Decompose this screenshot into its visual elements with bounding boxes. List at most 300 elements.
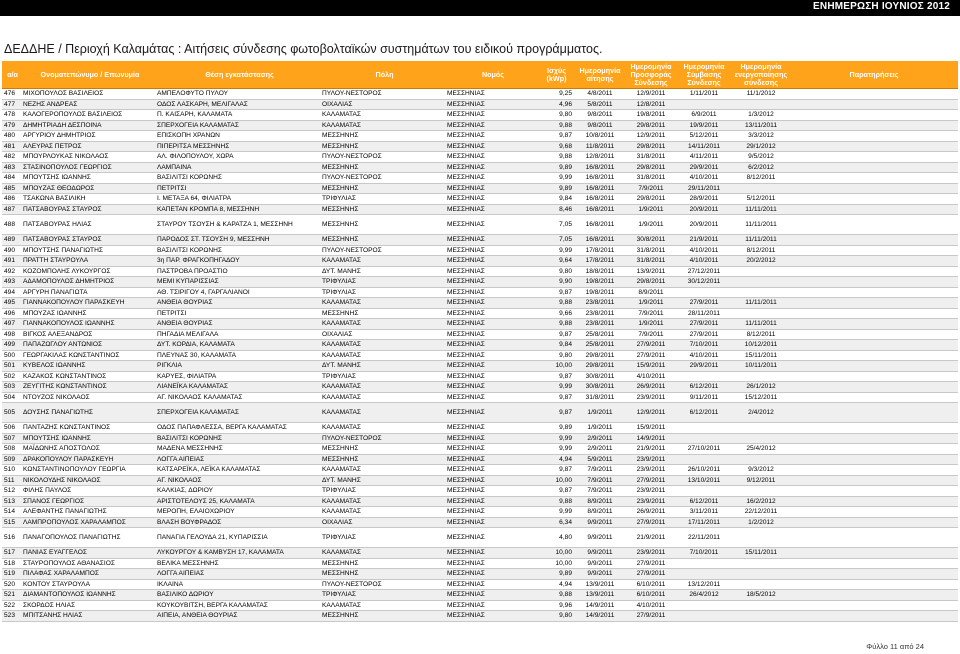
cell-d_activation <box>732 580 790 590</box>
cell-d_activation: 9/12/2011 <box>746 476 776 484</box>
cell-d_activation: 26/1/2012 <box>746 383 776 391</box>
cell-city: ΜΕΣΣΗΝΗΣ <box>322 163 359 171</box>
cell-d_offer: 14/9/2011 <box>636 434 666 442</box>
cell-prefecture: ΜΕΣΣΗΝΙΑΣ <box>447 445 485 453</box>
cell-city: ΚΑΛΑΜΑΤΑΣ <box>322 121 362 129</box>
cell-name: ΣΚΟΡΔΟΣ ΗΛΙΑΣ <box>23 601 76 609</box>
cell-prefecture: ΜΕΣΣΗΝΙΑΣ <box>447 90 485 98</box>
cell-prefecture: ΜΕΣΣΗΝΙΑΣ <box>447 221 485 228</box>
cell-name: ΠΑΝΤΑΖΗΣ ΚΩΝΣΤΑΝΤΙΝΟΣ <box>23 424 111 432</box>
cell-power: 9,89 <box>559 184 572 192</box>
cell-prefecture: ΜΕΣΣΗΝΙΑΣ <box>447 278 485 286</box>
table-row <box>2 256 958 267</box>
cell-location: ΟΔΟΣ ΛΑΣΚΑΡΗ, ΜΕΛΙΓΑΛΑΣ <box>157 100 248 108</box>
cell-power: 9,88 <box>559 497 572 505</box>
cell-name: ΝΤΟΥΖΟΣ ΝΙΚΟΛΑΟΣ <box>23 393 90 401</box>
cell-name: ΚΥΒΕΛΟΣ ΙΩΑΝΝΗΣ <box>23 362 86 370</box>
cell-aa: 508 <box>4 445 16 453</box>
cell-city: ΠΥΛΟΥ-ΝΕΣΤΟΡΟΣ <box>322 174 382 182</box>
cell-name: ΚΟΝΤΟΥ ΣΤΑΥΡΟΥΛΑ <box>23 580 90 588</box>
cell-name: ΜΠΟΥΤΣΗΣ ΠΑΝΑΓΙΩΤΗΣ <box>23 246 103 254</box>
cell-location: ΜΕΡΟΠΗ, ΕΛΑΙΟΧΩΡΙΟΥ <box>157 508 235 516</box>
cell-location: ΠΑΡΟΔΟΣ ΣΤ. ΤΣΟΥΣΗ 9, ΜΕΣΣΗΝΗ <box>157 236 270 244</box>
cell-power: 9,87 <box>559 393 572 401</box>
cell-d_activation: 1/2/2012 <box>748 518 774 526</box>
cell-name: ΜΑΪΔΩΝΗΣ ΑΠΟΣΤΟΛΟΣ <box>23 445 100 453</box>
table-row <box>2 340 958 351</box>
cell-d_offer: 4/10/2011 <box>636 372 666 380</box>
cell-d_offer: 29/8/2011 <box>636 121 666 129</box>
cell-d_offer: 12/9/2011 <box>636 132 666 140</box>
cell-d_offer: 13/9/2011 <box>636 267 666 275</box>
table-row <box>2 372 958 383</box>
cell-d_offer: 12/9/2011 <box>636 409 666 416</box>
cell-power: 10,00 <box>555 559 572 567</box>
cell-name: ΦΙΛΗΣ ΠΑΥΛΟΣ <box>23 487 72 495</box>
cell-location: ΟΔΟΣ ΠΑΠΑΦΛΕΣΣΑ, ΒΕΡΓΑ ΚΑΛΑΜΑΤΑΣ <box>157 424 287 432</box>
cell-notes <box>790 361 956 371</box>
cell-d_app: 9/8/2011 <box>587 111 613 119</box>
cell-d_activation <box>732 601 790 611</box>
cell-location: ΒΑΣΙΛΙΚΟ ΔΩΡΙΟΥ <box>157 591 214 599</box>
cell-city: ΟΙΧΑΛΙΑΣ <box>322 330 353 338</box>
cell-location: ΑΡΙΣΤΟΤΕΛΟΥΣ 25, ΚΑΛΑΜΑΤΑ <box>157 497 255 505</box>
cell-d_activation <box>732 288 790 298</box>
cell-aa: 492 <box>4 267 16 275</box>
cell-d_app: 7/9/2011 <box>587 476 613 484</box>
cell-power: 10,00 <box>555 549 572 557</box>
cell-prefecture: ΜΕΣΣΗΝΙΑΣ <box>447 591 485 599</box>
cell-d_offer: 29/8/2011 <box>636 195 666 203</box>
cell-city: ΚΑΛΑΜΑΤΑΣ <box>322 508 362 516</box>
cell-d_app: 30/8/2011 <box>585 372 615 380</box>
table-row <box>2 267 958 278</box>
cell-city: ΚΑΛΑΜΑΤΑΣ <box>322 497 362 505</box>
cell-d_offer: 31/8/2011 <box>636 246 666 254</box>
cell-name: ΓΙΑΝΝΑΚΟΠΟΥΛΟΣ ΙΩΑΝΝΗΣ <box>23 320 115 328</box>
cell-name: ΠΑΝΑΓΟΠΟΥΛΟΣ ΠΑΝΑΓΙΩΤΗΣ <box>23 534 121 541</box>
cell-d_offer: 23/9/2011 <box>636 549 666 557</box>
cell-location: ΣΠΕΡΧΟΓΕΙΑ ΚΑΛΑΜΑΤΑΣ <box>157 409 239 416</box>
cell-name: ΣΤΑΥΡΟΠΟΥΛΟΣ ΑΘΑΝΑΣΙΟΣ <box>23 559 115 567</box>
cell-power: 9,80 <box>559 111 572 119</box>
cell-power: 9,87 <box>559 409 572 416</box>
col-header-city: Πόλη <box>375 69 394 79</box>
cell-d_contract: 27/9/2011 <box>689 330 719 338</box>
cell-d_contract: 14/11/2011 <box>687 142 721 150</box>
cell-power: 9,88 <box>559 591 572 599</box>
cell-prefecture: ΜΕΣΣΗΝΙΑΣ <box>447 409 485 416</box>
cell-d_offer: 7/9/2011 <box>638 330 664 338</box>
cell-power: 10,00 <box>555 362 572 370</box>
cell-location: ΚΑΤΣΑΡΕΪΚΑ, ΛΕΪΚΑ ΚΑΛΑΜΑΤΑΣ <box>157 466 261 474</box>
cell-power: 9,87 <box>559 487 572 495</box>
cell-location: Ι. ΜΕΤΑΞΑ 64, ΦΙΛΙΑΤΡΑ <box>157 195 232 203</box>
cell-d_offer: 23/9/2011 <box>636 455 666 463</box>
cell-power: 4,94 <box>559 455 572 463</box>
page-title: ΔΕΔΔΗΕ / Περιοχή Καλαμάτας : Αιτήσεις σύνδεσης φωτοβολταϊκών συστημάτων του ειδικού προγράμματος. <box>4 42 603 56</box>
cell-aa: 494 <box>4 288 16 296</box>
cell-name: ΝΕΖΗΣ ΑΝΔΡΕΑΣ <box>23 100 78 108</box>
cell-name: ΑΛΕΥΡΑΣ ΠΕΤΡΟΣ <box>23 142 82 150</box>
cell-d_offer: 31/8/2011 <box>636 257 666 265</box>
col-header-offer-date: Ημερομηνία Προσφοράς Σύνδεσης <box>630 61 672 87</box>
cell-location: ΕΠΙΣΚΟΠΗ ΧΡΑΝΩΝ <box>157 132 220 140</box>
cell-d_offer: 1/9/2011 <box>638 320 664 328</box>
cell-power: 9,66 <box>559 309 572 317</box>
cell-city: ΚΑΛΑΜΑΤΑΣ <box>322 320 362 328</box>
cell-d_contract <box>676 559 732 569</box>
cell-notes <box>790 372 956 382</box>
cell-d_offer: 27/9/2011 <box>636 612 666 620</box>
cell-aa: 517 <box>4 549 16 557</box>
cell-power: 9,80 <box>559 351 572 359</box>
cell-d_offer: 6/10/2011 <box>636 580 666 588</box>
cell-notes <box>790 340 956 350</box>
cell-city: ΔΥΤ. ΜΑΝΗΣ <box>322 362 361 370</box>
cell-name: ΑΡΓΥΡΙΟΥ ΔΗΜΗΤΡΙΟΣ <box>23 132 96 140</box>
cell-notes <box>790 298 956 308</box>
cell-city: ΤΡΙΦΥΛΙΑΣ <box>322 195 356 203</box>
cell-notes <box>790 319 956 329</box>
cell-aa: 491 <box>4 257 16 265</box>
cell-location: ΠΕΤΡΙΤΣΙ <box>157 184 187 192</box>
cell-aa: 503 <box>4 383 16 391</box>
cell-d_app: 29/8/2011 <box>585 362 615 370</box>
cell-notes <box>790 393 956 403</box>
cell-d_app: 9/9/2011 <box>587 518 613 526</box>
cell-d_app: 2/9/2011 <box>587 445 613 453</box>
cell-aa: 476 <box>4 90 16 98</box>
cell-name: ΚΟΖΟΜΠΟΛΗΣ ΛΥΚΟΥΡΓΟΣ <box>23 267 111 275</box>
cell-d_activation: 15/11/2011 <box>744 351 778 359</box>
cell-d_contract: 4/10/2011 <box>689 257 719 265</box>
cell-prefecture: ΜΕΣΣΗΝΙΑΣ <box>447 424 485 432</box>
cell-aa: 513 <box>4 497 16 505</box>
cell-prefecture: ΜΕΣΣΗΝΙΑΣ <box>447 320 485 328</box>
table-row <box>2 298 958 309</box>
cell-notes <box>790 235 956 245</box>
cell-d_app: 1/9/2011 <box>587 424 613 432</box>
cell-power: 9,80 <box>559 267 572 275</box>
cell-prefecture: ΜΕΣΣΗΝΙΑΣ <box>447 601 485 609</box>
cell-d_app: 16/8/2011 <box>585 184 615 192</box>
cell-name: ΜΠΟΥΤΣΗΣ ΙΩΑΝΝΗΣ <box>23 434 91 442</box>
table-row <box>2 121 958 132</box>
cell-prefecture: ΜΕΣΣΗΝΙΑΣ <box>447 121 485 129</box>
cell-city: ΠΥΛΟΥ-ΝΕΣΤΟΡΟΣ <box>322 153 382 161</box>
cell-name: ΚΑΛΟΓΕΡΟΠΟΥΛΟΣ ΒΑΣΙΛΕΙΟΣ <box>23 111 123 119</box>
cell-power: 8,46 <box>559 205 572 213</box>
cell-notes <box>790 455 956 465</box>
cell-prefecture: ΜΕΣΣΗΝΙΑΣ <box>447 362 485 370</box>
cell-d_contract: 4/10/2011 <box>689 351 719 359</box>
cell-name: ΜΠΟΥΡΛΟΥΚΑΣ ΝΙΚΟΛΑΟΣ <box>23 153 109 161</box>
cell-aa: 496 <box>4 309 16 317</box>
cell-aa: 481 <box>4 142 16 150</box>
cell-city: ΜΕΣΣΗΝΗΣ <box>322 570 359 578</box>
cell-location: ΣΤΑΥΡΟΥ ΤΣΟΥΣΗ & ΚΑΡΑΤΖΑ 1, ΜΕΣΣΗΝΗ <box>157 221 293 228</box>
cell-d_app: 23/8/2011 <box>585 309 615 317</box>
cell-d_app: 16/8/2011 <box>585 205 615 213</box>
cell-prefecture: ΜΕΣΣΗΝΙΑΣ <box>447 487 485 495</box>
table-row <box>2 580 958 591</box>
cell-aa: 519 <box>4 570 16 578</box>
cell-notes <box>790 267 956 277</box>
cell-name: ΔΗΜΗΤΡΙΑΔΗ ΔΕΣΠΟΙΝΑ <box>23 121 102 129</box>
table-row <box>2 152 958 163</box>
table-row <box>2 89 958 100</box>
table-row <box>2 100 958 111</box>
col-header-power: Ισχύς (kWp) <box>546 65 567 83</box>
cell-d_app: 8/9/2011 <box>587 497 613 505</box>
cell-aa: 500 <box>4 351 16 359</box>
cell-notes <box>790 110 956 120</box>
cell-location: ΚΑΛΚΙΑΣ, ΔΩΡΙΟΥ <box>157 487 214 495</box>
cell-prefecture: ΜΕΣΣΗΝΙΑΣ <box>447 288 485 296</box>
cell-location: ΠΑΝΑΓΙΑ ΓΕΛΟΥΔΑ 21, ΚΥΠΑΡΙΣΣΙΑ <box>157 534 268 541</box>
cell-d_offer: 23/9/2011 <box>636 466 666 474</box>
cell-prefecture: ΜΕΣΣΗΝΙΑΣ <box>447 205 485 213</box>
cell-aa: 497 <box>4 320 16 328</box>
cell-d_offer: 23/9/2011 <box>636 487 666 495</box>
cell-location: ΚΑΠΕΤΑΝ ΚΡΟΜΠΑ 8, ΜΕΣΣΗΝΗ <box>157 205 260 213</box>
cell-d_activation <box>732 100 790 110</box>
cell-aa: 502 <box>4 372 16 380</box>
cell-prefecture: ΜΕΣΣΗΝΙΑΣ <box>447 383 485 391</box>
cell-notes <box>790 528 956 547</box>
update-date: ΕΝΗΜΕΡΩΣΗ ΙΟΥΝΙΟΣ 2012 <box>813 1 950 12</box>
col-header-prefecture: Νομός <box>481 69 505 79</box>
cell-name: ΜΠΟΥΖΑΣ ΙΩΑΝΝΗΣ <box>23 309 87 317</box>
cell-location: ΛΟΓΓΑ ΑΙΠΕΙΑΣ <box>157 455 205 463</box>
top-banner <box>0 0 960 16</box>
cell-notes <box>790 434 956 444</box>
cell-power: 9,68 <box>559 142 572 150</box>
cell-d_app: 7/9/2011 <box>587 487 613 495</box>
cell-location: ΠΕΤΡΙΤΣΙ <box>157 309 187 317</box>
table-row <box>2 548 958 559</box>
cell-city: ΜΕΣΣΗΝΗΣ <box>322 455 359 463</box>
cell-d_activation <box>732 528 790 547</box>
cell-d_offer: 26/9/2011 <box>636 383 666 391</box>
cell-d_app: 19/8/2011 <box>585 288 615 296</box>
cell-prefecture: ΜΕΣΣΗΝΙΑΣ <box>447 142 485 150</box>
cell-d_offer: 23/9/2011 <box>636 497 666 505</box>
table-row <box>2 110 958 121</box>
cell-location: ΒΑΣΙΛΙΤΣΙ ΚΟΡΩΝΗΣ <box>157 246 222 254</box>
cell-d_app: 17/8/2011 <box>585 246 615 254</box>
cell-prefecture: ΜΕΣΣΗΝΙΑΣ <box>447 518 485 526</box>
cell-notes <box>790 121 956 131</box>
cell-power: 9,96 <box>559 601 572 609</box>
cell-d_app: 10/8/2011 <box>585 132 615 140</box>
cell-notes <box>790 444 956 454</box>
cell-d_contract: 30/12/2011 <box>687 278 721 286</box>
cell-d_contract: 29/11/2011 <box>687 184 721 192</box>
cell-prefecture: ΜΕΣΣΗΝΙΑΣ <box>447 163 485 171</box>
cell-prefecture: ΜΕΣΣΗΝΙΑΣ <box>447 174 485 182</box>
cell-prefecture: ΜΕΣΣΗΝΙΑΣ <box>447 257 485 265</box>
cell-name: ΠΑΤΣΑΒΟΥΡΑΣ ΣΤΑΥΡΟΣ <box>23 236 102 244</box>
cell-d_activation <box>732 559 790 569</box>
cell-d_contract: 29/9/2011 <box>689 163 719 171</box>
cell-d_offer: 1/9/2011 <box>638 299 664 307</box>
cell-prefecture: ΜΕΣΣΗΝΙΑΣ <box>447 267 485 275</box>
cell-city: ΠΥΛΟΥ-ΝΕΣΤΟΡΟΣ <box>322 434 382 442</box>
cell-city: ΤΡΙΦΥΛΙΑΣ <box>322 278 356 286</box>
cell-location: ΒΑΣΙΛΙΤΣΙ ΚΟΡΩΝΗΣ <box>157 434 222 442</box>
cell-notes <box>790 601 956 611</box>
cell-power: 9,87 <box>559 330 572 338</box>
cell-d_activation: 10/11/2011 <box>744 362 778 370</box>
cell-aa: 489 <box>4 236 16 244</box>
cell-d_contract: 19/9/2011 <box>689 121 719 129</box>
cell-d_app: 12/8/2011 <box>585 153 615 161</box>
cell-prefecture: ΜΕΣΣΗΝΙΑΣ <box>447 549 485 557</box>
cell-prefecture: ΜΕΣΣΗΝΙΑΣ <box>447 246 485 254</box>
cell-city: ΠΥΛΟΥ-ΝΕΣΤΟΡΟΣ <box>322 246 382 254</box>
cell-power: 9,99 <box>559 383 572 391</box>
cell-location: ΜΕΜΙ ΚΥΠΑΡΙΣΣΙΑΣ <box>157 278 219 286</box>
cell-d_app: 7/9/2011 <box>587 466 613 474</box>
cell-name: ΓΙΑΝΝΑΚΟΠΟΥΛΟΥ ΠΑΡΑΣΚΕΥΗ <box>23 299 125 307</box>
cell-city: ΚΑΛΑΜΑΤΑΣ <box>322 601 362 609</box>
cell-aa: 488 <box>4 221 16 228</box>
cell-notes <box>790 518 956 528</box>
cell-d_contract: 5/12/2011 <box>689 132 719 140</box>
cell-d_offer: 27/9/2011 <box>636 518 666 526</box>
cell-location: ΛΑΜΠΑΙΝΑ <box>157 163 192 171</box>
cell-city: ΜΕΣΣΗΝΗΣ <box>322 142 359 150</box>
cell-notes <box>790 131 956 141</box>
cell-d_offer: 29/8/2011 <box>636 142 666 150</box>
cell-location: ΒΛΑΣΗ ΒΟΥΦΡΑΔΟΣ <box>157 518 222 526</box>
cell-d_contract: 1/11/2011 <box>689 90 719 98</box>
table-row <box>2 601 958 612</box>
cell-prefecture: ΜΕΣΣΗΝΙΑΣ <box>447 351 485 359</box>
cell-location: ΠΙΠΕΡΙΤΣΑ ΜΕΣΣΗΝΗΣ <box>157 142 230 150</box>
cell-d_app: 4/8/2011 <box>587 90 613 98</box>
cell-d_app: 9/9/2011 <box>587 549 613 557</box>
cell-d_app: 9/8/2011 <box>587 121 613 129</box>
cell-d_offer: 15/9/2011 <box>636 424 666 432</box>
cell-d_activation: 8/12/2011 <box>746 246 776 254</box>
cell-d_contract: 6/12/2011 <box>689 409 719 416</box>
cell-d_contract: 27/9/2011 <box>689 299 719 307</box>
cell-aa: 483 <box>4 163 16 171</box>
cell-d_offer: 6/10/2011 <box>636 591 666 599</box>
cell-d_activation: 25/4/2012 <box>746 445 776 453</box>
cell-d_activation: 9/5/2012 <box>748 153 774 161</box>
cell-location: ΚΟΥΚΟΥΒΙΤΣΗ, ΒΕΡΓΑ ΚΑΛΑΜΑΤΑΣ <box>157 601 268 609</box>
cell-notes <box>790 152 956 162</box>
cell-d_activation: 2/4/2012 <box>748 409 774 416</box>
cell-aa: 511 <box>4 476 15 484</box>
cell-d_activation: 11/1/2012 <box>746 90 776 98</box>
cell-aa: 512 <box>4 487 16 495</box>
cell-d_offer: 30/8/2011 <box>636 236 666 244</box>
cell-d_contract <box>676 288 732 298</box>
cell-d_contract: 28/9/2011 <box>689 195 719 203</box>
cell-location: ΑΘ. ΤΣΙΡΙΓΟΥ 4, ΓΑΡΓΑΛΙΑΝΟΙ <box>157 288 250 296</box>
cell-power: 9,84 <box>559 195 572 203</box>
cell-d_activation: 20/2/2012 <box>746 257 776 265</box>
table-row <box>2 476 958 487</box>
table-row <box>2 393 958 404</box>
cell-power: 9,87 <box>559 288 572 296</box>
cell-location: ΑΓ. ΝΙΚΟΛΑΟΣ ΚΑΛΑΜΑΤΑΣ <box>157 393 243 401</box>
cell-d_offer: 31/8/2011 <box>636 174 666 182</box>
cell-city: ΔΥΤ. ΜΑΝΗΣ <box>322 267 361 275</box>
cell-d_contract: 6/12/2011 <box>689 497 719 505</box>
table-row <box>2 590 958 601</box>
cell-prefecture: ΜΕΣΣΗΝΙΑΣ <box>447 153 485 161</box>
cell-prefecture: ΜΕΣΣΗΝΙΑΣ <box>447 330 485 338</box>
cell-city: ΜΕΣΣΗΝΗΣ <box>322 445 359 453</box>
cell-d_activation <box>732 267 790 277</box>
cell-name: ΔΙΑΜΑΝΤΟΠΟΥΛΟΣ ΙΩΑΝΝΗΣ <box>23 591 116 599</box>
cell-aa: 509 <box>4 455 16 463</box>
cell-location: ΠΑΣΤΡΟΒΑ ΠΡΟΑΣΤΙΟ <box>157 267 228 275</box>
cell-city: ΚΑΛΑΜΑΤΑΣ <box>322 111 362 119</box>
table-row <box>2 319 958 330</box>
cell-d_activation <box>732 434 790 444</box>
cell-prefecture: ΜΕΣΣΗΝΙΑΣ <box>447 434 485 442</box>
cell-aa: 521 <box>4 591 16 599</box>
cell-power: 4,94 <box>559 580 572 588</box>
col-header-name: Ονοματεπώνυμο / Επωνυμία <box>40 69 140 79</box>
cell-d_contract: 7/10/2011 <box>689 549 719 557</box>
cell-d_offer: 8/9/2011 <box>638 288 664 296</box>
cell-d_activation: 11/11/2011 <box>745 299 777 307</box>
cell-prefecture: ΜΕΣΣΗΝΙΑΣ <box>447 497 485 505</box>
cell-location: ΚΑΡΥΕΣ, ΦΙΛΙΑΤΡΑ <box>157 372 217 380</box>
cell-d_app: 2/9/2011 <box>587 434 613 442</box>
cell-name: ΣΤΑΣΙΝΟΠΟΥΛΟΣ ΓΕΩΡΓΙΟΣ <box>23 163 112 171</box>
cell-d_contract: 7/10/2011 <box>689 341 719 349</box>
cell-d_activation: 18/5/2012 <box>746 591 776 599</box>
cell-prefecture: ΜΕΣΣΗΝΙΑΣ <box>447 184 485 192</box>
cell-d_contract: 3/11/2011 <box>689 508 719 516</box>
cell-aa: 518 <box>4 559 16 567</box>
col-header-application-date: Ημερομηνία αίτησης <box>579 65 621 83</box>
cell-name: ΑΔΑΜΟΠΟΥΛΟΣ ΔΗΜΗΤΡΙΟΣ <box>23 278 115 286</box>
cell-d_offer: 27/9/2011 <box>636 351 666 359</box>
cell-power: 9,88 <box>559 153 572 161</box>
cell-aa: 510 <box>4 466 16 474</box>
table-row <box>2 205 958 216</box>
cell-city: ΜΕΣΣΗΝΗΣ <box>322 132 359 140</box>
cell-d_contract: 13/10/2011 <box>687 476 721 484</box>
cell-d_activation: 1/3/2012 <box>748 111 774 119</box>
cell-power: 9,89 <box>559 570 572 578</box>
cell-location: ΒΕΛΙΚΑ ΜΕΣΣΗΝΗΣ <box>157 559 219 567</box>
cell-notes <box>790 163 956 173</box>
cell-d_offer: 29/8/2011 <box>636 163 666 171</box>
cell-name: ΠΑΤΣΑΒΟΥΡΑΣ ΣΤΑΥΡΟΣ <box>23 205 102 213</box>
cell-d_offer: 1/9/2011 <box>638 221 664 228</box>
cell-d_contract: 27/12/2011 <box>687 267 721 275</box>
cell-notes <box>790 590 956 600</box>
cell-name: ΖΕΥΓΙΤΗΣ ΚΩΝΣΤΑΝΤΙΝΟΣ <box>23 383 107 391</box>
cell-city: ΚΑΛΑΜΑΤΑΣ <box>322 393 362 401</box>
cell-d_app: 1/9/2011 <box>587 409 613 416</box>
cell-city: ΚΑΛΑΜΑΤΑΣ <box>322 466 362 474</box>
cell-prefecture: ΜΕΣΣΗΝΙΑΣ <box>447 299 485 307</box>
cell-aa: 522 <box>4 601 16 609</box>
table-row <box>2 288 958 299</box>
